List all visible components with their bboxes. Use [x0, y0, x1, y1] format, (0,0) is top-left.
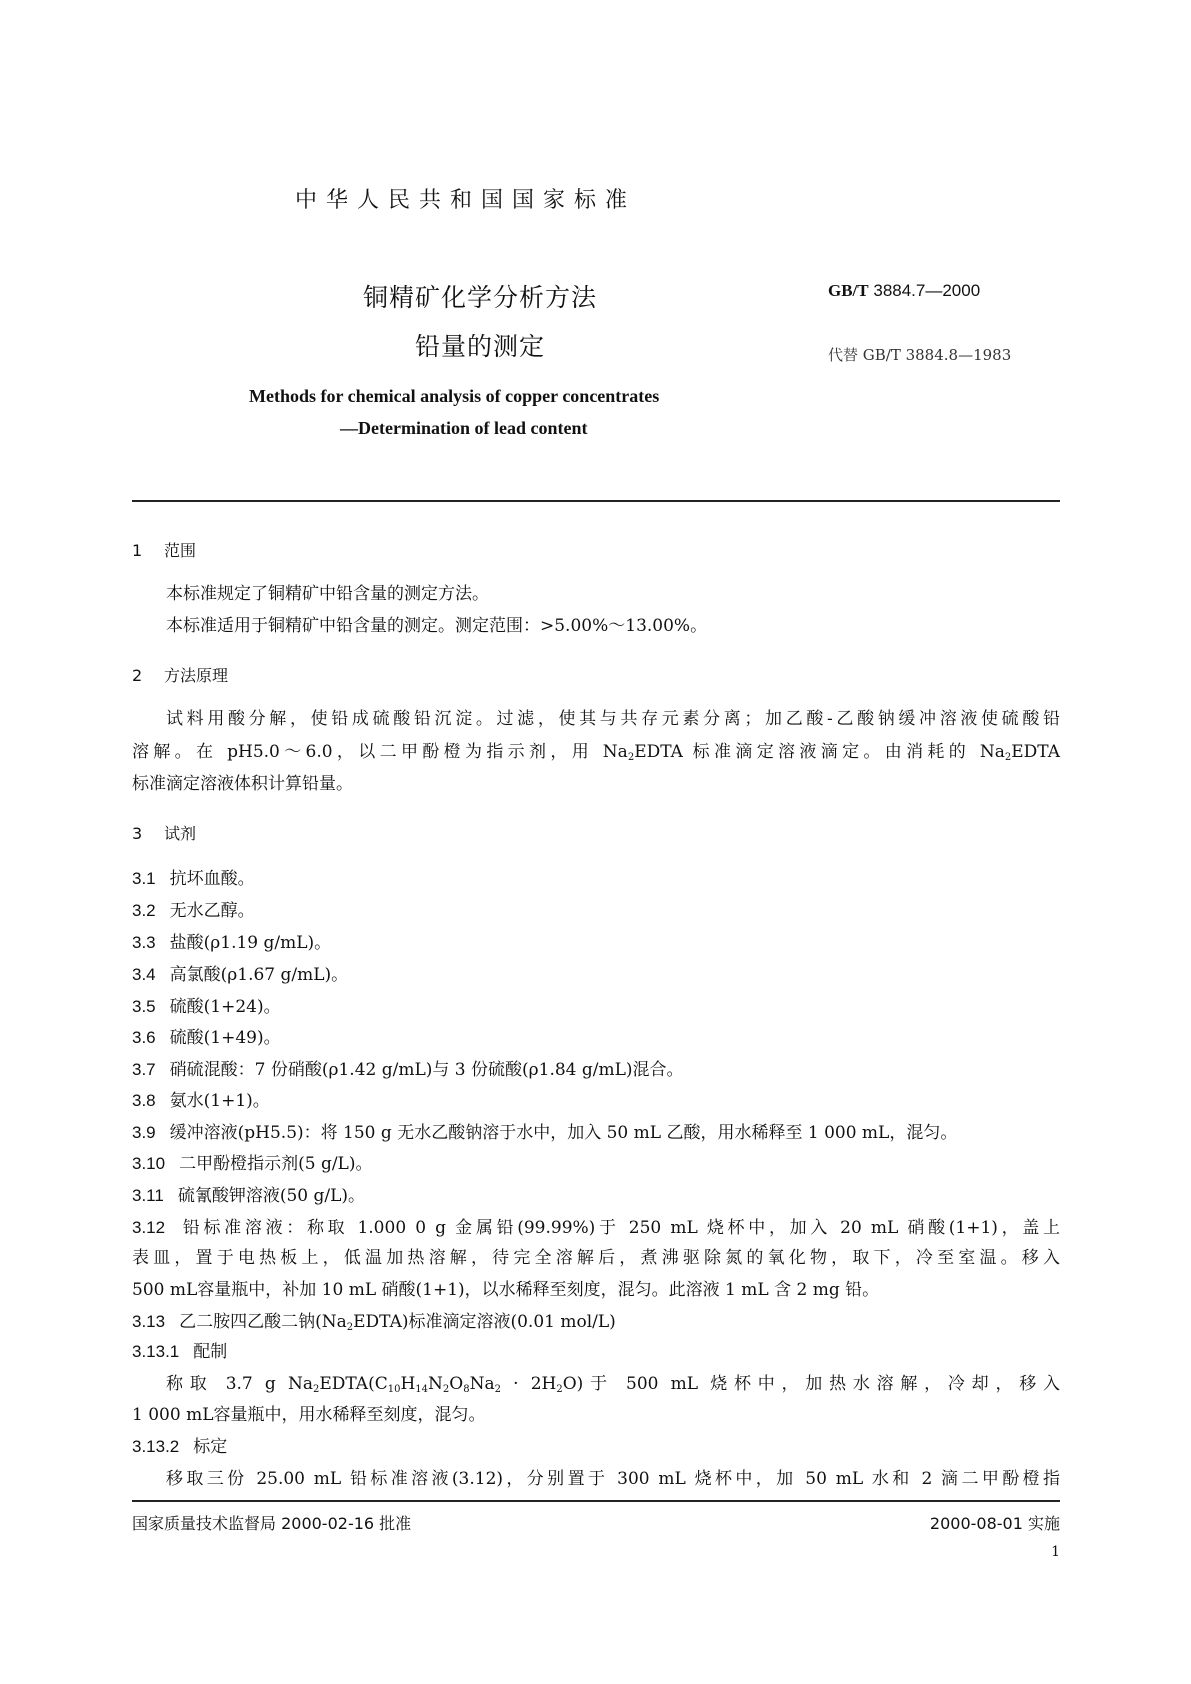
subscript: 2 — [442, 1384, 450, 1395]
paragraph-line — [132, 740, 1060, 764]
item-number: 3.8 — [132, 1091, 156, 1110]
paragraph-line — [132, 772, 1060, 796]
subscript: 2 — [556, 1384, 563, 1395]
item-number: 3.3 — [132, 933, 156, 952]
section-number: 3 — [132, 824, 143, 843]
item-number: 3.7 — [132, 1060, 156, 1079]
text-segment: 无水乙醇。 — [169, 901, 255, 921]
text-segment: 标准滴定溶液体积计算铅量。 — [132, 774, 353, 794]
item-number: 3.1 — [132, 869, 156, 888]
text-segment: 表皿，置于电热板上，低温加热溶解，待完全溶解后，煮沸驱除氮的氧化物，取下，冷至室温。移入 — [132, 1248, 1060, 1268]
document-subtitle: 铅量的测定 — [414, 332, 545, 361]
text-segment: 盐酸(ρ1.19 g/mL)。 — [169, 933, 332, 953]
text-segment: 抗坏血酸。 — [169, 869, 255, 889]
reagent-item — [132, 1184, 1060, 1208]
reagent-item — [132, 995, 1060, 1019]
reagent-item — [132, 1216, 1060, 1240]
text-segment: 硫氰酸钾溶液(50 g/L)。 — [177, 1186, 366, 1206]
paragraph-line — [132, 1403, 1060, 1427]
text-segment: 二甲酚橙指示剂(5 g/L)。 — [179, 1154, 373, 1174]
subscript: 14 — [415, 1384, 429, 1395]
item-number: 3.6 — [132, 1028, 156, 1047]
reagent-item — [132, 867, 1060, 891]
text-segment: 标定 — [193, 1437, 228, 1457]
paragraph-line — [166, 707, 1060, 731]
text-segment: 硫酸(1+49)。 — [169, 1028, 281, 1048]
text-segment: O)于 500 mL 烧杯中，加热水溶解，冷却，移入 — [562, 1374, 1060, 1394]
text-segment: 配制 — [193, 1342, 228, 1362]
item-number: 3.13.2 — [132, 1437, 180, 1456]
text-segment: 移取三份 25.00 mL 铅标准溶液(3.12)，分别置于 300 mL 烧杯中，加 50 mL 水和 2 滴二甲酚橙指 — [166, 1469, 1060, 1489]
paragraph-line — [166, 582, 1060, 606]
text-segment: 硝硫混酸：7 份硝酸(ρ1.42 g/mL)与 3 份硫酸(ρ1.84 g/mL)混合。 — [169, 1060, 684, 1080]
reagent-item — [132, 1026, 1060, 1050]
item-number: 3.9 — [132, 1123, 156, 1142]
text-segment: EDTA — [1011, 742, 1060, 762]
subscript: 2 — [1004, 752, 1012, 763]
english-title: Methods for chemical analysis of copper concentrates — [249, 386, 660, 406]
paragraph-line — [166, 1372, 1060, 1396]
reagent-item — [132, 963, 1060, 987]
reagent-item — [132, 931, 1060, 955]
subscript: 8 — [463, 1384, 470, 1395]
national-standard-header: 中华人民共和国国家标准 — [295, 188, 637, 213]
paragraph-line — [166, 614, 1060, 638]
subscript: 2 — [312, 1384, 320, 1395]
text-segment: EDTA(C — [319, 1374, 388, 1394]
page-number: 1 — [1051, 1544, 1060, 1560]
item-number: 3.5 — [132, 997, 156, 1016]
section-title: 范围 — [164, 541, 197, 560]
text-segment: 本标准规定了铜精矿中铅含量的测定方法。 — [166, 584, 489, 604]
text-segment: 缓冲溶液(pH5.5)：将 150 g 无水乙酸钠溶于水中，加入 50 mL 乙酸，用水稀释至 1 000 mL，混匀。 — [169, 1123, 958, 1143]
text-segment: 500 mL容量瓶中，补加 10 mL 硝酸(1+1)，以水稀释至刻度，混匀。此溶液 1 mL 含 2 mg 铅。 — [132, 1280, 880, 1300]
standard-code — [828, 281, 980, 301]
reagent-item — [132, 1152, 1060, 1176]
text-segment: EDTA 标准滴定溶液滴定。由消耗的 Na — [634, 742, 1005, 762]
paragraph-line — [132, 1278, 1060, 1302]
section-title: 试剂 — [164, 824, 197, 843]
text-segment: 溶解。在 pH5.0～6.0，以二甲酚橙为指示剂，用 Na — [132, 742, 628, 762]
reagent-item — [132, 1121, 1060, 1145]
subsection-heading — [132, 1340, 1060, 1364]
item-number: 3.10 — [132, 1154, 166, 1173]
subscript: 2 — [346, 1322, 354, 1333]
item-number: 3.13.1 — [132, 1342, 180, 1361]
text-segment: 本标准适用于铜精矿中铅含量的测定。测定范围：>5.00%～13.00%。 — [166, 616, 708, 636]
english-subtitle: —Determination of lead content — [340, 418, 588, 438]
text-segment: 硫酸(1+24)。 — [169, 997, 281, 1017]
section-number: 1 — [132, 541, 143, 560]
text-segment: 高氯酸(ρ1.67 g/mL)。 — [169, 965, 349, 985]
text-segment: 试料用酸分解，使铅成硫酸铅沉淀。过滤，使其与共存元素分离；加乙酸-乙酸钠缓冲溶液使硫酸铅 — [166, 709, 1060, 729]
section-heading-principle — [132, 663, 228, 686]
header-divider — [132, 500, 1060, 502]
section-title: 方法原理 — [164, 666, 229, 685]
text-segment: O — [449, 1374, 464, 1394]
section-heading-reagents — [132, 821, 196, 844]
section-heading-scope — [132, 538, 196, 561]
text-segment: H — [400, 1374, 416, 1394]
subscript: 2 — [627, 752, 635, 763]
text-segment: 乙二胺四乙酸二钠(Na — [179, 1312, 347, 1332]
replaces-note: 代替 GB/T 3884.8—1983 — [828, 346, 1012, 364]
standard-code-number: 3884.7—2000 — [873, 281, 981, 300]
text-segment: Na — [469, 1374, 495, 1394]
reagent-item — [132, 899, 1060, 923]
text-segment: 称取 3.7 g Na — [166, 1374, 313, 1394]
text-segment: 氨水(1+1)。 — [169, 1091, 270, 1111]
reagent-item — [132, 1089, 1060, 1113]
document-title: 铜精矿化学分析方法 — [362, 283, 597, 312]
text-segment: EDTA)标准滴定溶液(0.01 mol/L) — [353, 1312, 616, 1332]
item-number: 3.2 — [132, 901, 156, 920]
text-segment: 1 000 mL容量瓶中，用水稀释至刻度，混匀。 — [132, 1405, 486, 1425]
item-number: 3.11 — [132, 1186, 164, 1205]
subsection-heading — [132, 1435, 1060, 1459]
item-number: 3.12 — [132, 1218, 166, 1237]
paragraph-line — [132, 1246, 1060, 1270]
approval-note: 国家质量技术监督局 2000-02-16 批准 — [132, 1514, 412, 1533]
reagent-item — [132, 1310, 1060, 1334]
footer-divider — [132, 1500, 1060, 1502]
reagent-item — [132, 1058, 1060, 1082]
item-number: 3.4 — [132, 965, 156, 984]
subscript: 2 — [494, 1384, 501, 1395]
effective-date: 2000-08-01 实施 — [929, 1514, 1060, 1533]
paragraph-line — [166, 1467, 1060, 1491]
text-segment: 铅标准溶液：称取 1.000 0 g 金属铅(99.99%)于 250 mL 烧杯中，加入 20 mL 硝酸(1+1)，盖上 — [179, 1218, 1060, 1238]
standard-code-prefix: GB/T — [828, 281, 869, 300]
text-segment: · 2H — [500, 1374, 557, 1394]
subscript: 10 — [387, 1384, 401, 1395]
item-number: 3.13 — [132, 1312, 166, 1331]
section-number: 2 — [132, 666, 143, 685]
text-segment: N — [428, 1374, 443, 1394]
